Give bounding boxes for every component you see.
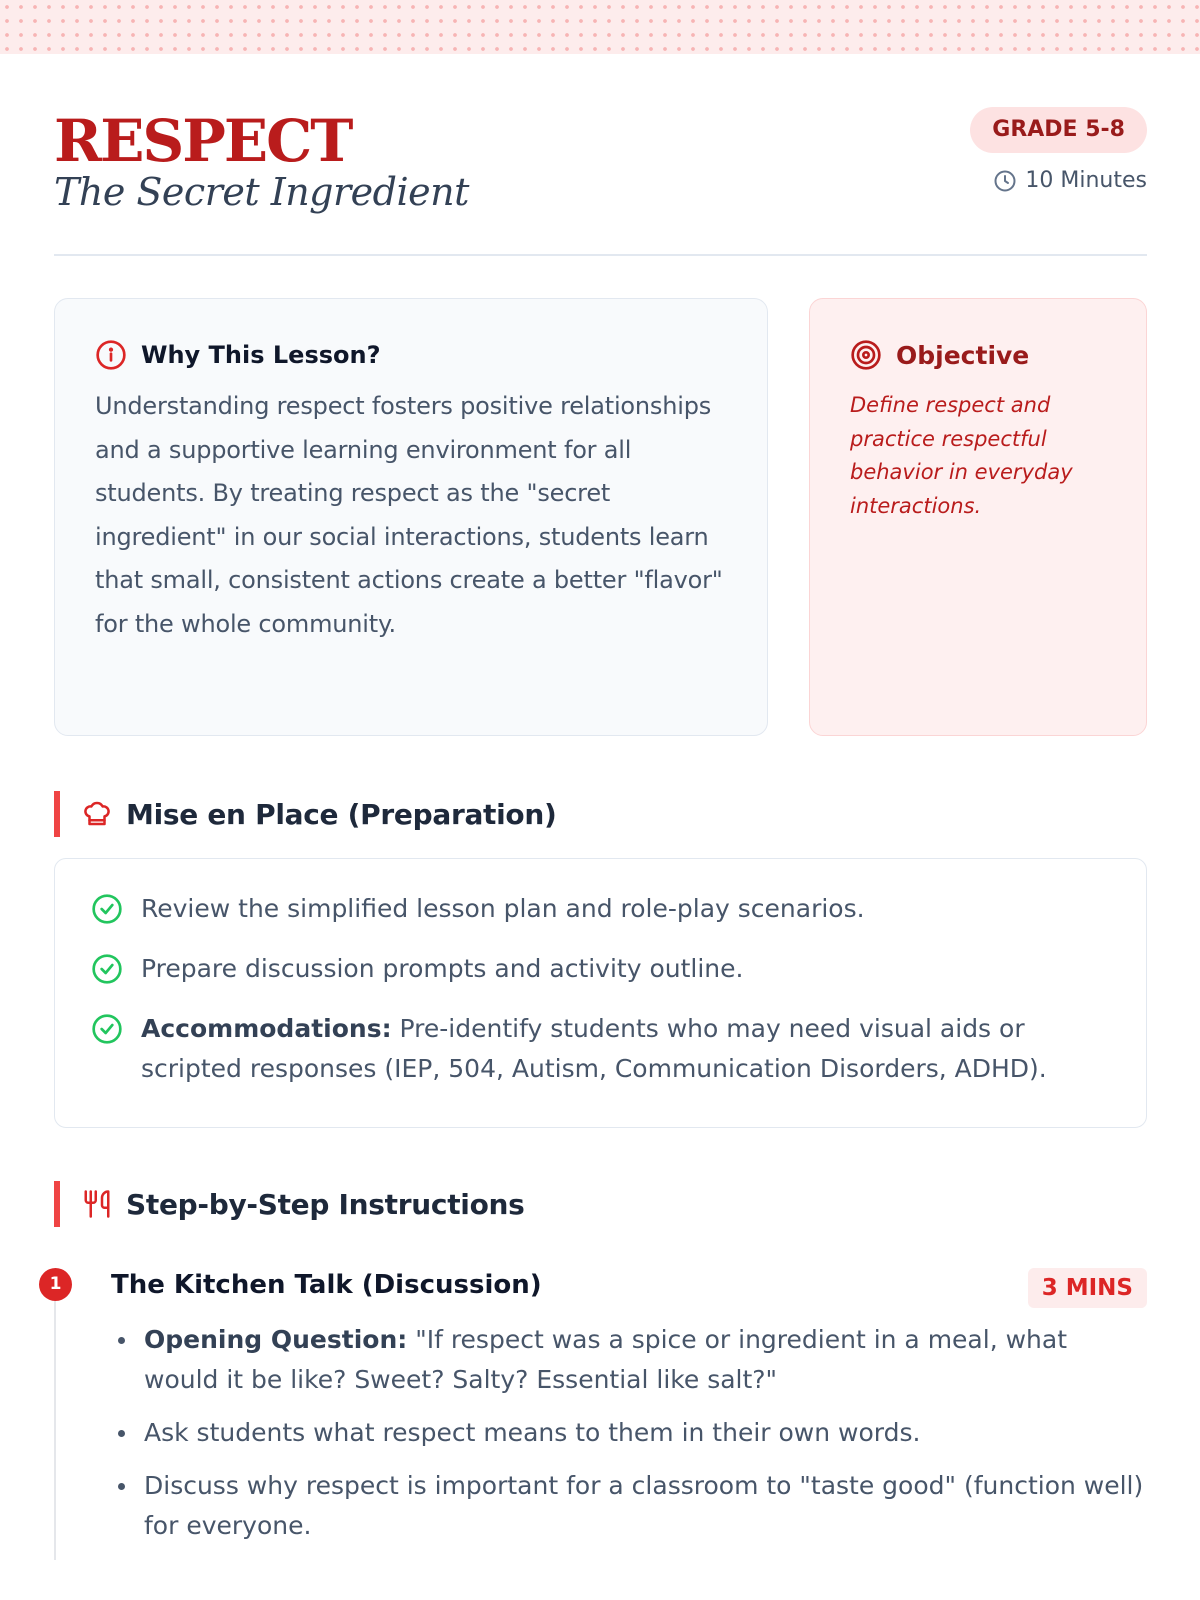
list-item [91,1009,1110,1089]
clock-icon [993,169,1017,193]
preparation-section-header [54,791,557,837]
utensils-icon [82,1189,112,1219]
duration [993,168,1147,193]
lesson-subtitle: The Secret Ingredient [54,170,469,214]
list-item [91,949,1110,989]
prep-item-text: Prepare discussion prompts and activity outline. [141,954,744,983]
preparation-heading: Mise en Place (Preparation) [126,797,557,831]
list-item: Ask students what respect means to them in their own words. [116,1413,1146,1453]
prep-item-text: Review the simplified lesson plan and role-play scenarios. [141,894,865,923]
opening-question-label: Opening Question: [144,1325,408,1354]
preparation-card [54,858,1147,1128]
check-circle-icon [91,1013,123,1045]
objective-card [809,298,1147,736]
timeline-line [54,1290,56,1560]
section-accent-bar [54,791,60,837]
grade-badge: GRADE 5-8 [970,107,1147,153]
why-this-lesson-card [54,298,768,736]
list-item [91,889,1110,929]
why-text: Understanding respect fosters positive relationships and a supportive learning environment for all students. By treating respect as the "secret ingredient" in our social interactions, students learn that small, consistent actions create a better "flavor" for the whole community. [95,392,723,638]
list-item: Discuss why respect is important for a classroom to "taste good" (function well) for everyone. [116,1466,1146,1546]
step-number-badge: 1 [39,1268,72,1301]
info-circle-icon [95,339,127,371]
duration-label: 10 Minutes [1025,168,1147,193]
check-circle-icon [91,893,123,925]
instructions-section-header [54,1181,525,1227]
prep-item-text: Accommodations: Pre-identify students who may need visual aids or scripted responses (IEP, 504, Autism, Communication Disorders, ADHD). [141,1014,1047,1083]
section-accent-bar [54,1181,60,1227]
lesson-header [54,106,1147,256]
lesson-title: RESPECT [54,107,352,175]
check-circle-icon [91,953,123,985]
target-icon [850,339,882,371]
why-heading: Why This Lesson? [141,341,381,369]
list-item: Opening Question: "If respect was a spice or ingredient in a meal, what would it be like? Sweet? Salty? Essential like salt?" [116,1320,1146,1400]
step-time-badge: 3 MINS [1028,1268,1147,1308]
step-bullet-list [116,1320,1146,1559]
objective-text: Define respect and practice respectful behavior in everyday interactions. [850,393,1073,518]
chef-hat-icon [82,799,112,829]
objective-heading: Objective [896,340,1030,370]
accommodations-label: Accommodations: [141,1014,392,1043]
instructions-heading: Step-by-Step Instructions [126,1187,525,1221]
step-title: The Kitchen Talk (Discussion) [111,1270,542,1300]
decorative-pattern-banner [0,0,1200,54]
